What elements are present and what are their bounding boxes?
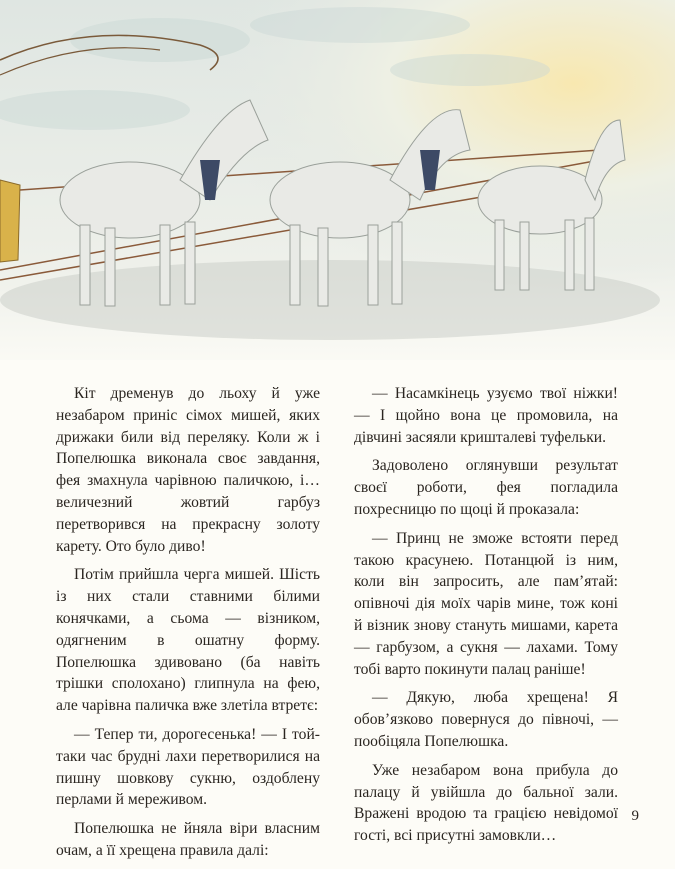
paragraph: — Дякую, люба хрещена! Я обов’язково повернуся до півночі, — пообіцяла Попелюшка. xyxy=(354,689,618,750)
paragraph: — Насамкінець узуємо твої ніжки! — І щойно вона це промовила, на дівчині засяяли кришталеві туфельки. xyxy=(354,385,618,446)
paragraph: Попелюшка не йняла віри власним очам, а її хрещена правила далі: xyxy=(56,820,320,859)
horses-illustration xyxy=(0,0,675,380)
paragraph: — Тепер ти, дорогесенька! — І той-таки час брудні лахи перетворилися на пишну шовкову сукню, оздоблену перлами й мереживом. xyxy=(56,725,320,809)
paragraph: Уже незабаром вона прибула до палацу й увійшла до бальної зали. Вражені вродою та грацією невідомої гості, всі присутні замовкли… xyxy=(354,761,618,845)
paragraph: — Принц не зможе встояти перед такою красунею. Потанцюй із ним, коли він запросить, але пам’ятай: опівночі дія моїх чарів мине, тож коні й візник знову стануть мишами, карета — гарбузом, а сукня — лахами. Тому тобі варто покинути палац раніше! xyxy=(354,529,618,678)
paragraph: Кіт дременув до льоху й уже незабаром приніс сімох мишей, яких дрижаки били від переляку. Коли ж і Попелюшка виконала своє завдання, фея змахнула чарівною паличкою, і… величезний жовтий гарбуз перетворився на прекрасну золоту карету. Ото було диво! xyxy=(56,385,320,555)
horses-illustration-svg xyxy=(0,0,675,380)
paragraph: Задоволено оглянувши результат своєї роботи, фея погладила похресницю по щоці й проказала: xyxy=(354,457,618,518)
text-column-left xyxy=(56,383,320,869)
paragraph: Потім прийшла черга мишей. Шість із них стали ставними білими конячками, а сьома — візником, одягненим в ошатну форму. Попелюшка здивовано (ба навіть трішки сполохано) глипнула на фею, але чарівна паличка вже злетіла втретє: xyxy=(56,566,320,715)
page-number: 9 xyxy=(631,808,639,824)
text-column-right xyxy=(354,383,618,854)
